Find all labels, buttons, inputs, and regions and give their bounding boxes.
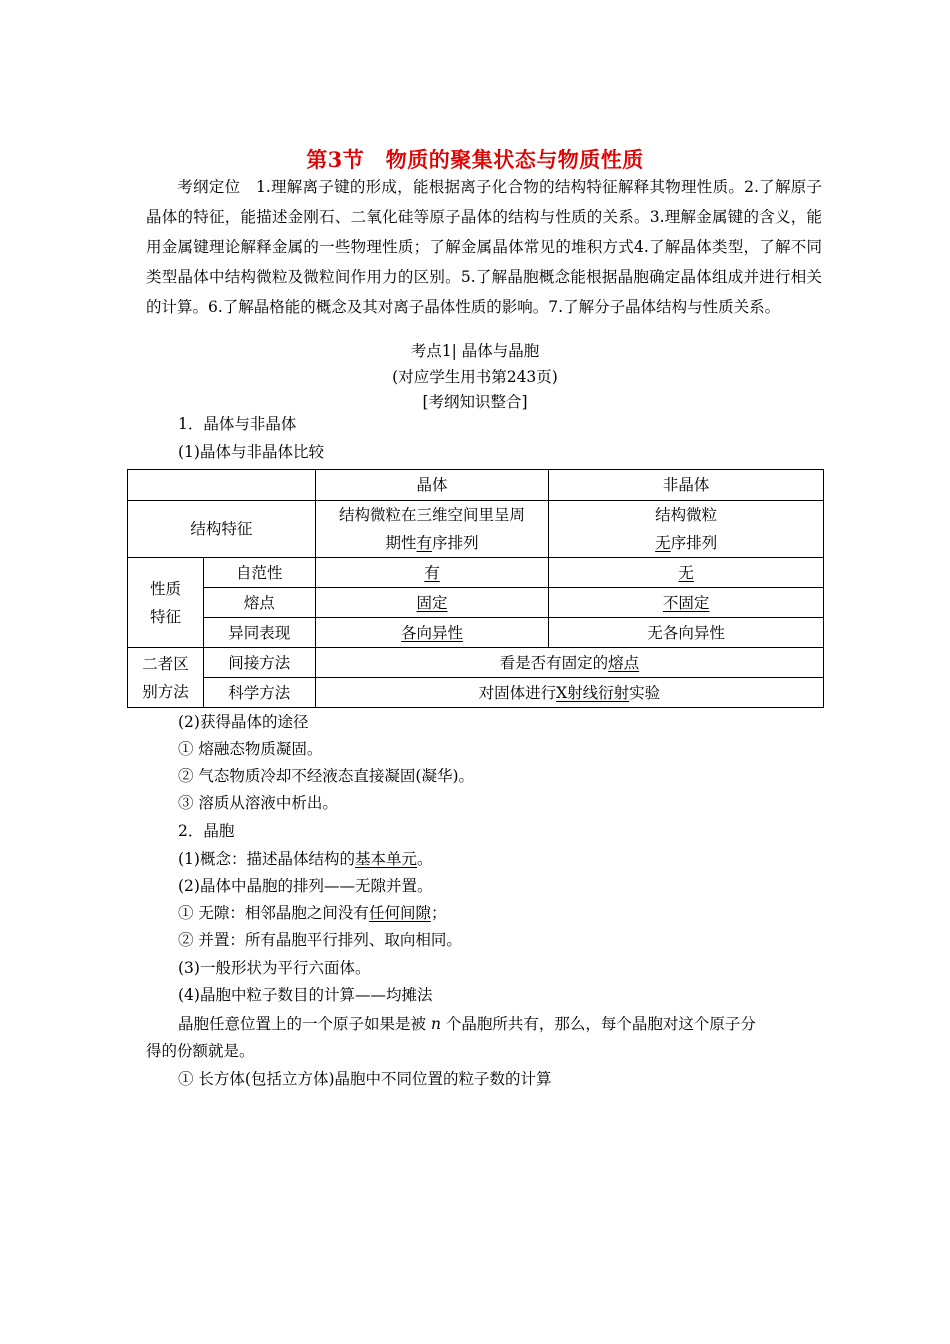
shape-line: (3)一般形状为平行六面体。	[178, 959, 371, 977]
col-header-amorphous: 非晶体	[549, 470, 824, 501]
text: ① 无隙：相邻晶胞之间没有	[178, 904, 369, 922]
row-label-scientific: 科学方法	[203, 678, 315, 708]
structure-amorphous-line2	[549, 529, 823, 557]
cell-scientific	[315, 678, 823, 708]
cell-structure-crystal	[315, 501, 549, 558]
syllabus-paragraph	[146, 172, 822, 322]
row-label-anisotropy: 异同表现	[203, 618, 315, 648]
page-title: 第3节 物质的聚集状态与物质性质	[306, 147, 644, 172]
text: 期性	[385, 534, 417, 552]
variable-n: n	[430, 1015, 441, 1033]
col-header-crystal: 晶体	[315, 470, 549, 501]
arrangement-line: (2)晶体中晶胞的排列——无隙并置。	[178, 877, 433, 895]
answer-blank: 各向异性	[401, 623, 464, 642]
heading-compare: (1)晶体与非晶体比较	[178, 443, 324, 461]
answer-blank: 固定	[416, 593, 448, 612]
parallel-line: ② 并置：所有晶胞平行排列、取向相同。	[178, 931, 462, 949]
row-label-melting: 熔点	[203, 588, 315, 618]
label-line2: 别方法	[142, 682, 189, 701]
text: 序排列	[670, 534, 718, 552]
cell-self-shaping-amorphous	[549, 558, 824, 588]
cell-structure-amorphous	[549, 501, 824, 558]
row-label-self-shaping: 自范性	[203, 558, 315, 588]
text: 实验	[629, 683, 661, 702]
label-line2: 特征	[149, 607, 181, 626]
cuboid-line: ① 长方体(包括立方体)晶胞中不同位置的粒子数的计算	[178, 1070, 552, 1088]
share-line-2: 得的份额就是。	[146, 1042, 255, 1060]
structure-crystal-line1: 结构微粒在三维空间里呈周	[339, 506, 526, 524]
section-title: 考点1| 晶体与晶胞	[410, 342, 540, 360]
syllabus-text: 1.理解离子键的形成，能根据离子化合物的结构特征解释其物理性质。2.了解原子晶体的特征，能描述金刚石、二氧化硅等原子晶体的结构与性质的关系。3.理解金属键的含义，能用金属键理论解释金属的一些物理性质；了解金属晶体常见的堆积方式4.了解晶体类型，了解不同类型晶体中结构微粒及微粒间作用力的区别。5.了解晶胞概念能根据晶胞确定晶体组成并进行相关的计算。6.了解晶格能的概念及其对离子晶体性质的影响。7.了解分子晶体结构与性质关系。	[146, 178, 822, 316]
text: 对固体进行	[478, 683, 557, 702]
table-corner	[128, 470, 316, 501]
heading-crystal: 1．晶体与非晶体	[178, 415, 297, 433]
label-line1: 二者区	[142, 654, 189, 673]
answer-blank: 基本单元	[354, 850, 417, 868]
cell-anisotropy-crystal	[315, 618, 549, 648]
label-line1: 性质	[149, 579, 181, 598]
text: 序排列	[432, 534, 479, 552]
text: 个晶胞所共有，那么，每个晶胞对这个原子分	[440, 1015, 756, 1033]
row-label-indirect: 间接方法	[203, 648, 315, 678]
text: ；	[430, 904, 447, 922]
cell-indirect	[315, 648, 823, 678]
section-ref: (对应学生用书第243页)	[392, 368, 558, 386]
cell-melting-crystal	[315, 588, 549, 618]
cell-melting-amorphous	[549, 588, 824, 618]
row-label-distinguish	[128, 648, 204, 708]
way-item-1: ① 熔融态物质凝固。	[178, 740, 323, 758]
structure-amorphous-line1: 结构微粒	[655, 506, 718, 524]
cell-anisotropy-amorphous: 无各向异性	[549, 618, 824, 648]
answer-blank: 有	[416, 534, 433, 552]
syllabus-label: 考纲定位	[177, 178, 241, 196]
answer-blank: 任何间隙	[368, 904, 431, 922]
share-line-1	[178, 1014, 756, 1034]
no-gap-line	[178, 903, 446, 923]
way-item-3: ③ 溶质从溶液中析出。	[178, 794, 338, 812]
heading-unit-cell: 2．晶胞	[178, 822, 235, 840]
answer-blank: 有	[424, 563, 440, 582]
section-subtitle: [考纲知识整合]	[422, 393, 528, 411]
text: 看是否有固定的	[499, 653, 609, 672]
text: (1)概念：描述晶体结构的	[178, 850, 355, 868]
way-item-2: ② 气态物质冷却不经液态直接凝固(凝华)。	[178, 767, 475, 785]
text: 。	[416, 850, 433, 868]
row-label-properties	[128, 558, 204, 648]
count-heading: (4)晶胞中粒子数目的计算——均摊法	[178, 986, 433, 1004]
comparison-table	[127, 469, 824, 708]
answer-blank: 不固定	[662, 593, 710, 612]
cell-self-shaping-crystal	[315, 558, 549, 588]
structure-crystal-line2	[316, 529, 549, 557]
concept-line	[178, 849, 433, 869]
answer-blank: 无	[678, 563, 694, 582]
answer-blank: 无	[655, 534, 671, 552]
answer-blank: 熔点	[608, 653, 640, 672]
answer-blank: X射线衍射	[556, 683, 630, 702]
text: 晶胞任意位置上的一个原子如果是被	[178, 1015, 431, 1033]
row-label-structure: 结构特征	[128, 501, 316, 558]
heading-ways: (2)获得晶体的途径	[178, 713, 309, 731]
